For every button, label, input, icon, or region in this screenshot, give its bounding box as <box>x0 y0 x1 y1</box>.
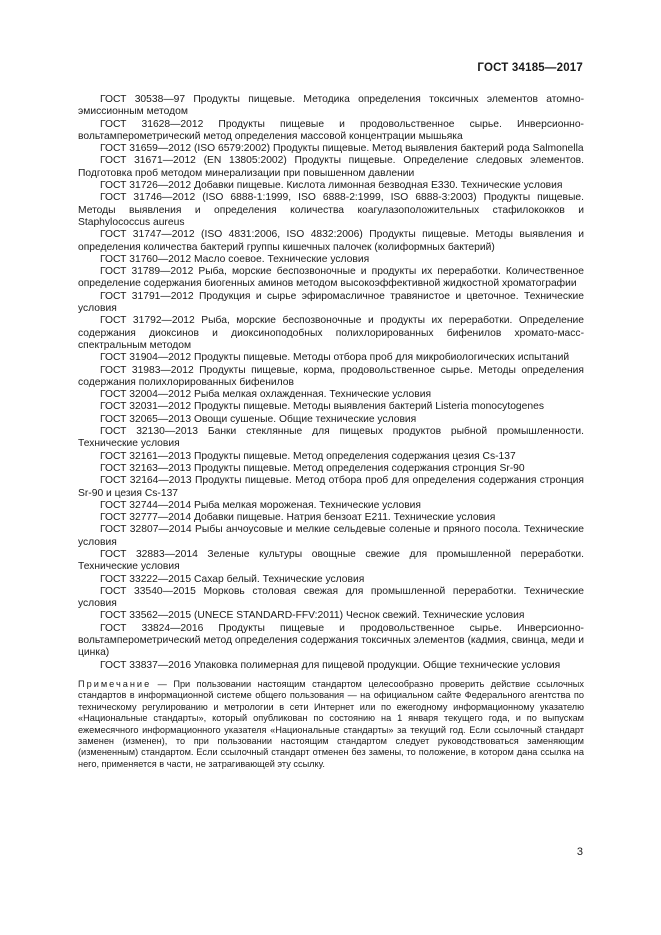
note-paragraph <box>78 679 584 770</box>
reference-item: ГОСТ 31760—2012 Масло соевое. Технические условия <box>100 253 370 265</box>
reference-item: ГОСТ 31628—2012 Продукты пищевые и продовольственное сырье. Инверсионно-вольтамперометрический метод определения массовой концентрации мышьяка <box>78 118 584 142</box>
reference-item: ГОСТ 32883—2014 Зеленые культуры овощные свежие для промышленной переработки. Технические условия <box>78 548 584 573</box>
note-label: Примечание <box>78 678 152 689</box>
reference-item: ГОСТ 32031—2012 Продукты пищевые. Методы выявления бактерий Listeria monocytogenes <box>100 401 544 413</box>
reference-item: ГОСТ 32777—2014 Добавки пищевые. Натрия бензоат Е211. Технические условия <box>100 512 496 524</box>
reference-item: ГОСТ 33562—2015 (UNECE STANDARD-FFV:2011) Чеснок свежий. Технические условия <box>100 610 525 622</box>
reference-item: ГОСТ 32163—2013 Продукты пищевые. Метод определения содержания стронция Sr-90 <box>100 462 525 474</box>
reference-item: ГОСТ 31904—2012 Продукты пищевые. Методы отбора проб для микробиологических испытаний <box>100 352 570 364</box>
document-header: ГОСТ 34185—2017 <box>477 62 583 74</box>
reference-item: ГОСТ 31789—2012 Рыба, морские беспозвоночные и продукты их переработки. Количественное определение содержания биогенных аминов методом высокоэффективной жидкостной хроматографии <box>78 266 584 290</box>
reference-item: ГОСТ 32004—2012 Рыба мелкая охлажденная. Технические условия <box>100 389 432 401</box>
reference-item: ГОСТ 32807—2014 Рыбы анчоусовые и мелкие сельдевые соленые и пряного посола. Технические условия <box>78 524 584 548</box>
reference-item: ГОСТ 33837—2016 Упаковка полимерная для пищевой продукции. Общие технические условия <box>100 659 561 671</box>
reference-item: ГОСТ 31726—2012 Добавки пищевые. Кислота лимонная безводная Е330. Технические условия <box>100 180 563 192</box>
references-section <box>78 94 584 779</box>
reference-item: ГОСТ 31659—2012 (ISO 6579:2002) Продукты пищевые. Метод выявления бактерий рода Salmonella <box>100 143 584 155</box>
reference-item: ГОСТ 30538—97 Продукты пищевые. Методика определения токсичных элементов атомно-эмиссионным методом <box>78 94 584 118</box>
reference-item: ГОСТ 33222—2015 Сахар белый. Технические условия <box>100 573 365 585</box>
reference-item: ГОСТ 31792—2012 Рыба, морские беспозвоночные и продукты их переработки. Определение содержания диоксинов и диоксиноподобных полихлорированных бифенилов хромато-масс-спектральным методом <box>78 315 584 351</box>
reference-item: ГОСТ 31671—2012 (EN 13805:2002) Продукты пищевые. Определение следовых элементов. Подготовка проб методом минерализации при повышенном давлении <box>78 155 584 179</box>
reference-item: ГОСТ 32161—2013 Продукты пищевые. Метод определения содержания цезия Cs-137 <box>100 450 516 462</box>
reference-item: ГОСТ 32744—2014 Рыба мелкая мороженая. Технические условия <box>100 499 422 511</box>
note-text: — При пользовании настоящим стандартом целесообразно проверить действие ссылочных стандартов в информационной системе общего пользования — на официальном сайте Федерального агентства по техническому регулированию и метрологии в сети Интернет или по ежегодному информационному указателю «Национальные стандарты», который опубликован по состоянию на 1 января текущего года, и по выпускам ежемесячного информационного указателя «Национальные стандарты» за текущий год. Если ссылочный стандарт заменен (изменен), то при пользовании настоящим стандартом следует руководствоваться заменяющим (измененным) стандартом. Если ссылочный стандарт отменен без замены, то положение, в котором дана ссылка на него, применяется в части, не затрагивающей эту ссылку. <box>78 678 584 769</box>
reference-item: ГОСТ 33824—2016 Продукты пищевые и продовольственное сырье. Инверсионно-вольтамперометрический метод определения содержания токсичных элементов (кадмия, свинца, меди и цинка) <box>78 622 584 659</box>
reference-item: ГОСТ 31791—2012 Продукция и сырье эфиромасличное травянистое и цветочное. Технические условия <box>78 290 584 315</box>
reference-item: ГОСТ 31746—2012 (ISO 6888-1:1999, ISO 6888-2:1999, ISO 6888-3:2003) Продукты пищевые. Методы выявления и определения количества коагулазоположительных стафилококков и Staphylococcus aureus <box>78 192 584 228</box>
reference-item: ГОСТ 33540—2015 Морковь столовая свежая для промышленной переработки. Технические условия <box>78 585 584 610</box>
reference-item: ГОСТ 31983—2012 Продукты пищевые, корма, продовольственное сырье. Методы определения содержания полихлорированных бифенилов <box>78 364 584 388</box>
reference-item: ГОСТ 32130—2013 Банки стеклянные для пищевых продуктов рыбной промышленности. Технические условия <box>78 426 584 450</box>
reference-list <box>78 94 584 672</box>
page-number: 3 <box>576 846 583 858</box>
reference-item: ГОСТ 31747—2012 (ISO 4831:2006, ISO 4832:2006) Продукты пищевые. Методы выявления и определения количества бактерий группы кишечных палочек (колиформных бактерий) <box>78 229 584 253</box>
reference-item: ГОСТ 32065—2013 Овощи сушеные. Общие технические условия <box>100 413 417 425</box>
reference-item: ГОСТ 32164—2013 Продукты пищевые. Метод отбора проб для определения содержания стронция Sr-90 и цезия Cs-137 <box>78 475 584 499</box>
